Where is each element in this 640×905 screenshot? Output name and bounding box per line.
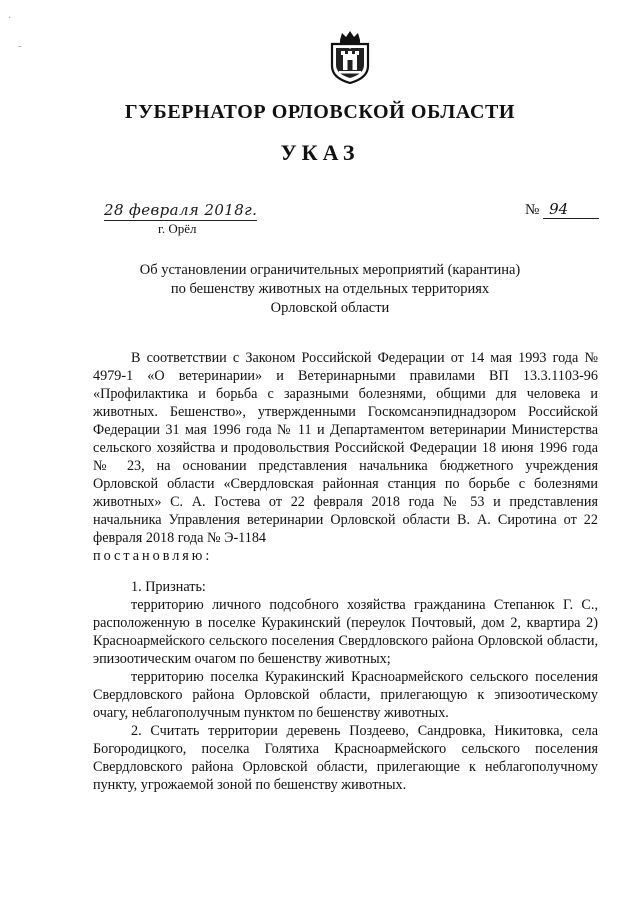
issue-city: г. Орёл xyxy=(158,221,197,236)
number-label: № xyxy=(525,202,540,218)
scan-mark: · xyxy=(8,13,12,24)
number-value: 94 xyxy=(543,200,599,219)
item-1b-paragraph: территорию поселка Куракинский Красноармейского сельского поселения Свердловского района Орловской области, прилегающую к эпизоотическому очагу, неблагополучным пунктом по бешенству животных. xyxy=(93,669,598,721)
document-type-title: УКАЗ xyxy=(280,140,360,165)
decree-word: постановляю: xyxy=(93,548,213,564)
document-number xyxy=(525,200,599,219)
decree-items xyxy=(93,578,598,794)
item-1-title: 1. Признать: xyxy=(131,579,206,595)
coat-of-arms-icon xyxy=(328,30,372,84)
handwritten-date: 28 февраля 2018г. xyxy=(104,201,258,219)
subject-line: Орловской области xyxy=(270,300,390,316)
subject-line: по бешенству животных на отдельных территориях xyxy=(170,281,490,297)
item-2-paragraph: 2. Считать территории деревень Поздеево, Сандровка, Никитовка, села Богородицкого, поселка Голятиха Красноармейского сельского поселения Свердловского района Орловской области, прилегающие к неблагополучному пункту, угрожаемой зоной по бешенству животных. xyxy=(93,723,598,793)
preamble-paragraph: В соответствии с Законом Российской Федерации от 14 мая 1993 года № 4979-1 «О ветеринарии» и Ветеринарными правилами ВП 13.3.1103-96 «Профилактика и борьба с заразными болезнями, общими для человека и животных. Бешенство», утвержденными Госкомсанэпиднадзором Российской Федерации 31 мая 1996 года № 11 и Департаментом ветеринарии Министерства сельского хозяйства и продовольствия Российской Федерации 18 июня 1996 года № 23, на основании представления начальника бюджетного учреждения Орловской области «Свердловская районная станция по борьбе с болезнями животных» С. А. Гостева от 22 февраля 2018 года № 53 и представления начальника Управления ветеринарии Орловской области В. А. Сиротина от 22 февраля 2018 года № Э-1184 xyxy=(93,350,598,546)
document-subject xyxy=(60,261,600,318)
item-1a-paragraph: территорию личного подсобного хозяйства гражданина Степанюк Г. С., расположенную в поселке Куракинский (переулок Почтовый, дом 2, квартира 2) Красноармейского сельского поселения Свердловского района Орловской области, эпизоотическим очагом по бешенству животных; xyxy=(93,597,598,667)
scan-mark: - xyxy=(18,41,22,52)
issuing-authority: ГУБЕРНАТОР ОРЛОВСКОЙ ОБЛАСТИ xyxy=(124,101,516,123)
subject-line: Об установлении ограничительных мероприятий (карантина) xyxy=(139,262,521,278)
preamble-block xyxy=(93,349,598,565)
